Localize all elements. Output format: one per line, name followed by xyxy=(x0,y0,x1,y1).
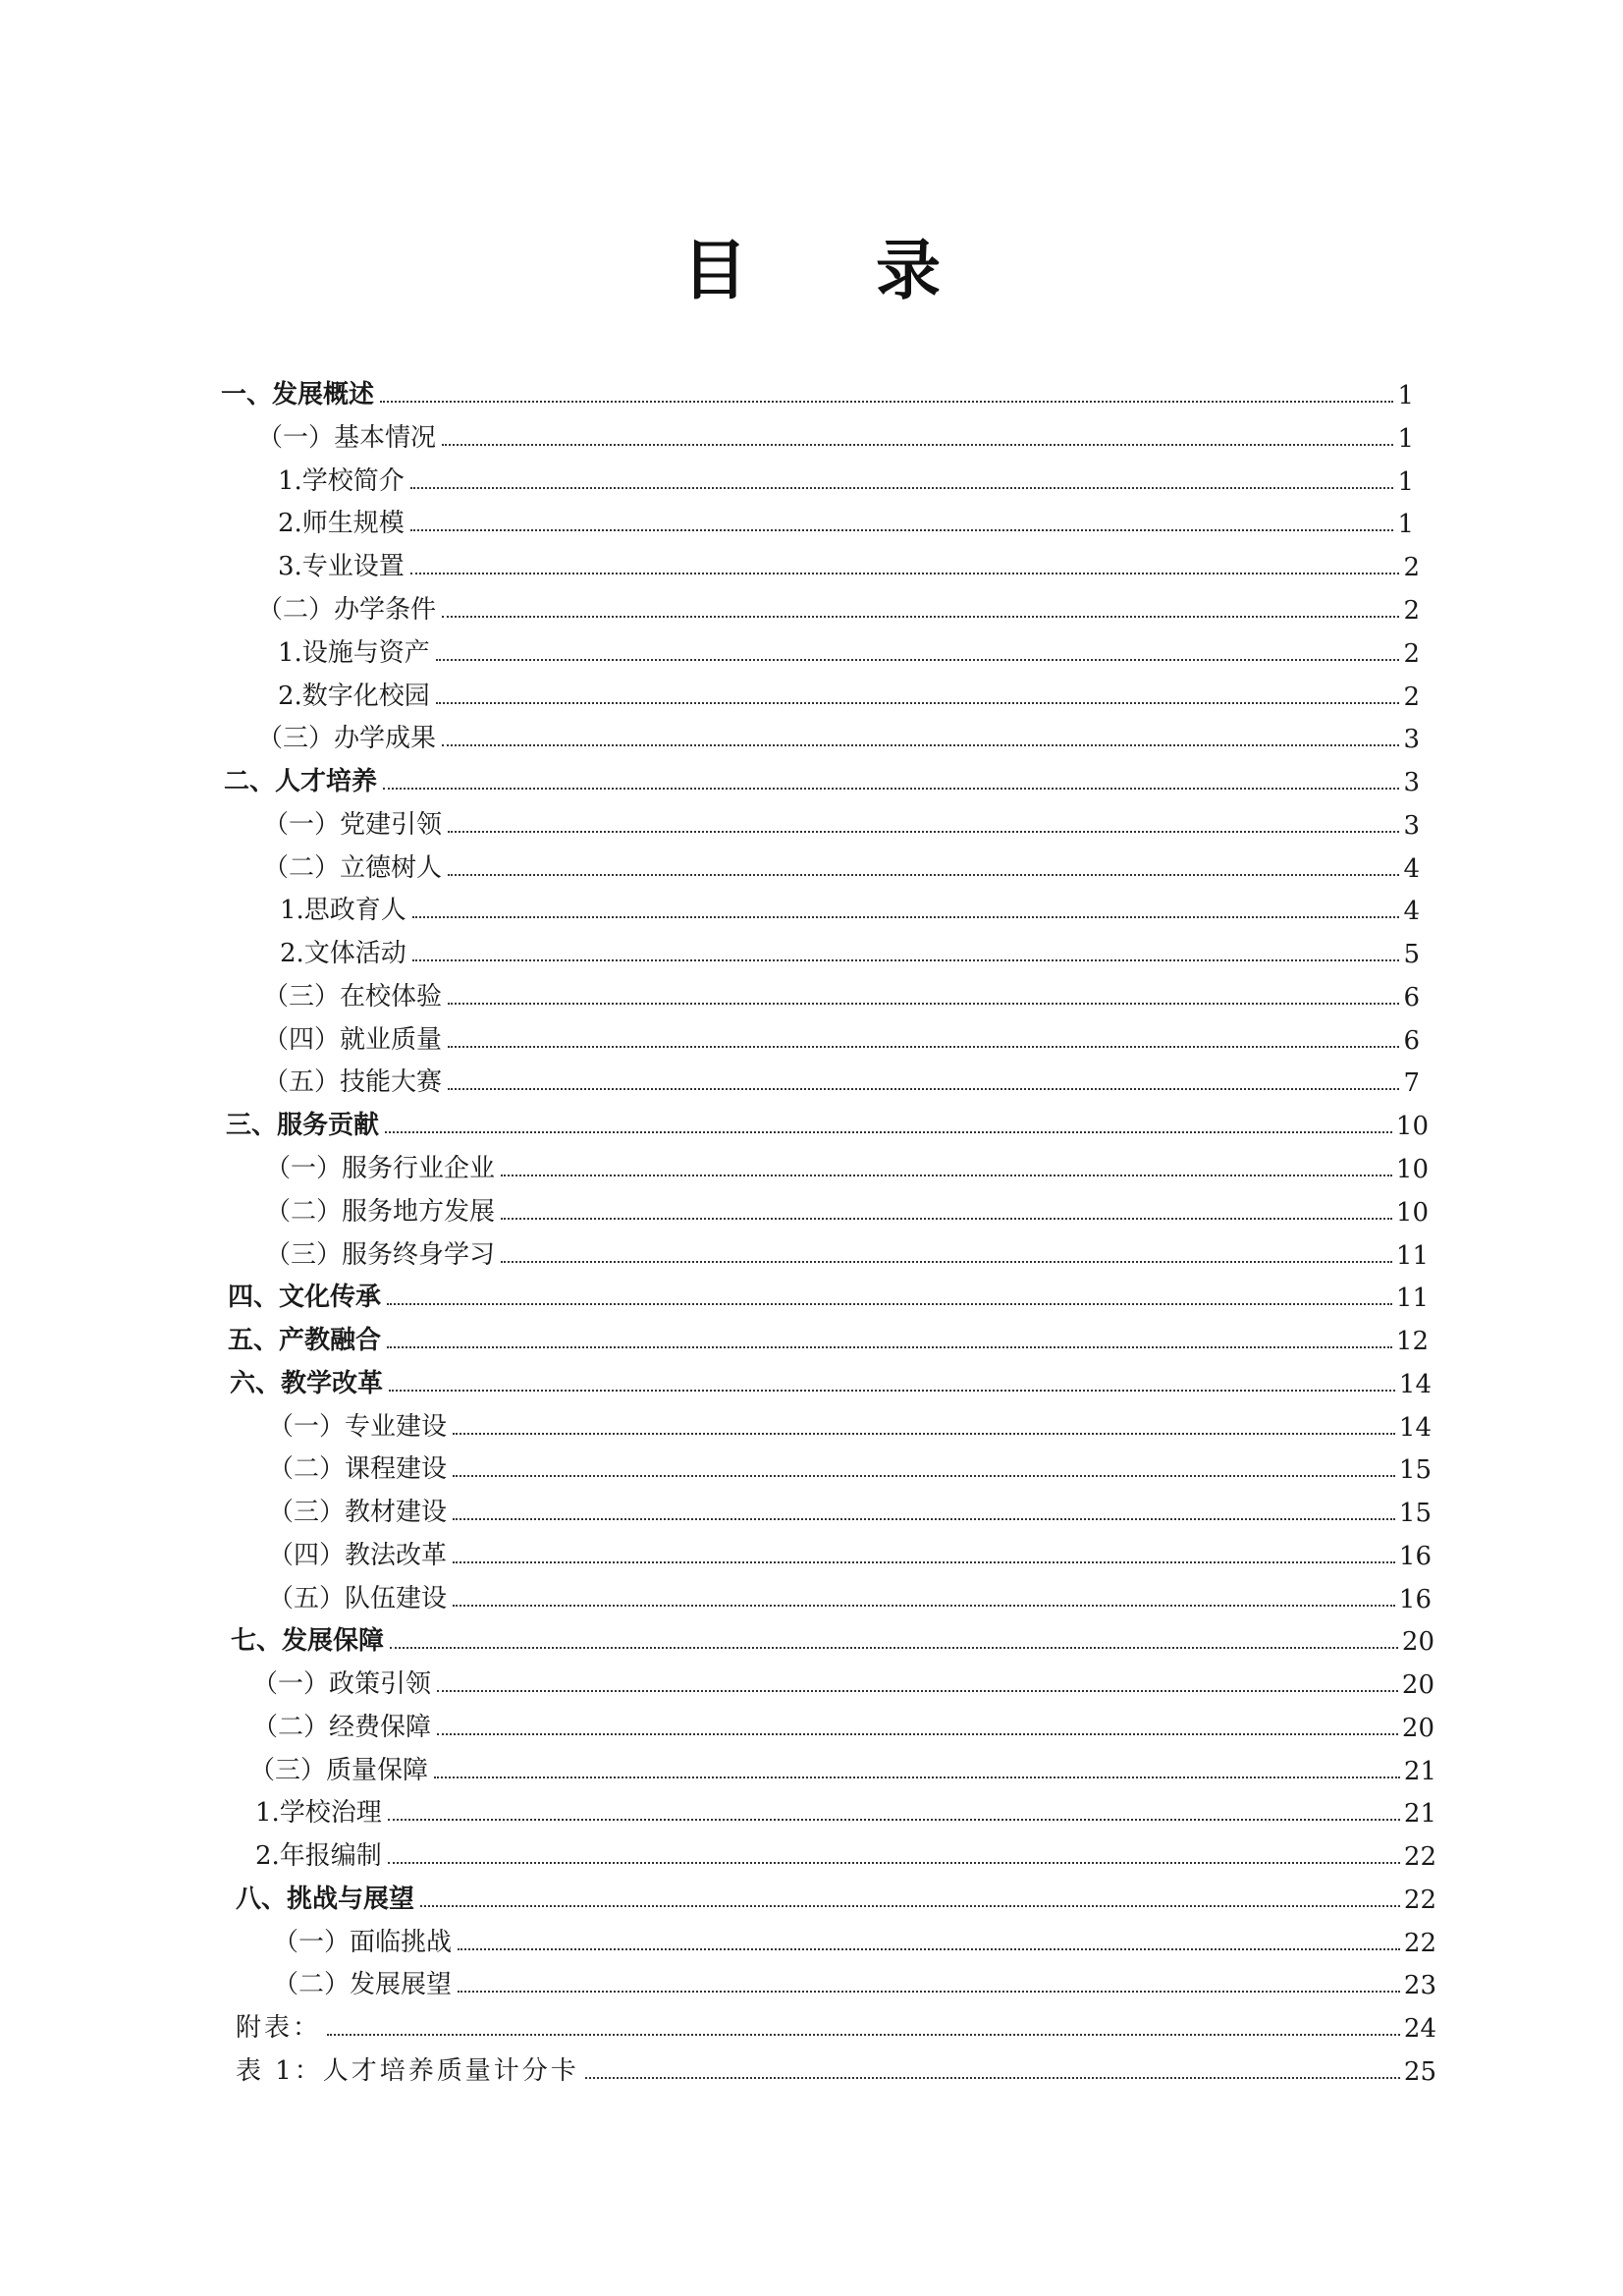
toc-page-number: 14 xyxy=(1398,1413,1432,1443)
toc-page-number: 20 xyxy=(1401,1627,1434,1657)
toc-entry[interactable] xyxy=(255,1789,1436,1829)
dot-leader xyxy=(383,788,1399,790)
toc-page-number: 23 xyxy=(1403,1971,1436,2000)
dot-leader xyxy=(410,529,1394,531)
toc-entry[interactable] xyxy=(263,1059,1420,1098)
dot-leader xyxy=(436,659,1400,661)
dot-leader xyxy=(458,1991,1400,1993)
toc-entry[interactable] xyxy=(265,1145,1429,1184)
dot-leader xyxy=(448,831,1399,833)
toc-entry-label: 2.文体活动 xyxy=(280,939,406,968)
toc-page-number: 3 xyxy=(1403,768,1420,797)
toc-entry[interactable] xyxy=(278,543,1420,582)
dot-leader xyxy=(390,1647,1398,1649)
toc-entry-label: 六、教学改革 xyxy=(230,1369,384,1398)
toc-entry-label: 表 1：人才培养质量计分卡 xyxy=(236,2056,579,2086)
toc-page-number: 1 xyxy=(1397,510,1414,539)
dot-leader xyxy=(448,1003,1399,1005)
toc-entry-label: 2.年报编制 xyxy=(255,1841,382,1871)
toc-entry-label: （三）服务终身学习 xyxy=(265,1240,496,1270)
toc-entry[interactable] xyxy=(278,458,1414,497)
toc-page-number: 10 xyxy=(1395,1198,1429,1228)
toc-page-number: 2 xyxy=(1403,553,1420,582)
toc-page-number: 24 xyxy=(1403,2014,1436,2044)
toc-entry[interactable] xyxy=(268,1446,1432,1485)
toc-entry[interactable] xyxy=(278,629,1420,669)
dot-leader xyxy=(448,874,1399,876)
toc-page-number: 22 xyxy=(1403,1929,1436,1958)
toc-entry-label: 3.专业设置 xyxy=(278,552,405,581)
toc-page-number: 20 xyxy=(1401,1670,1434,1700)
toc-entry-label: 1.设施与资产 xyxy=(278,638,430,668)
toc-entry-label: 二、人才培养 xyxy=(224,767,378,796)
dot-leader xyxy=(501,1218,1392,1220)
dot-leader xyxy=(412,916,1400,918)
toc-page-number: 7 xyxy=(1403,1068,1420,1098)
toc-entry-label: 2.数字化校园 xyxy=(278,682,430,711)
dot-leader xyxy=(442,616,1399,618)
toc-page-number: 1 xyxy=(1397,467,1414,497)
dot-leader xyxy=(410,573,1400,574)
toc-page-number: 12 xyxy=(1395,1327,1429,1356)
toc-entry[interactable] xyxy=(278,673,1420,712)
page-title: 目 录 xyxy=(682,233,994,308)
toc-entry-label: （二）课程建设 xyxy=(268,1454,448,1484)
toc-entry-label: （三）质量保障 xyxy=(249,1756,429,1785)
toc-entry[interactable] xyxy=(224,758,1420,797)
toc-entry[interactable] xyxy=(257,414,1414,454)
toc-entry[interactable] xyxy=(280,930,1420,969)
toc-entry-label: 五、产教融合 xyxy=(228,1326,382,1355)
toc-entry[interactable] xyxy=(226,1102,1429,1141)
toc-page-number: 16 xyxy=(1398,1585,1432,1614)
toc-page-number: 10 xyxy=(1395,1155,1429,1184)
toc-entry[interactable] xyxy=(231,1617,1434,1657)
toc-entry[interactable] xyxy=(228,1274,1429,1313)
toc-entry-label: （一）政策引领 xyxy=(252,1669,432,1699)
dot-leader xyxy=(442,444,1393,446)
toc-entry[interactable] xyxy=(263,973,1420,1012)
toc-page-number: 10 xyxy=(1395,1112,1429,1141)
toc-entry[interactable] xyxy=(265,1188,1429,1228)
toc-entry[interactable] xyxy=(268,1532,1432,1571)
toc-entry-label: 四、文化传承 xyxy=(228,1283,382,1312)
dot-leader xyxy=(453,1605,1395,1607)
toc-entry-label: （一）服务行业企业 xyxy=(265,1154,496,1183)
toc-entry-label: 1.学校简介 xyxy=(278,466,405,496)
toc-entry[interactable] xyxy=(263,1016,1420,1056)
toc-page-number: 11 xyxy=(1395,1284,1429,1313)
dot-leader xyxy=(387,1346,1392,1348)
toc-page-number: 1 xyxy=(1397,424,1414,454)
dot-leader xyxy=(380,401,1393,403)
toc-page-number: 2 xyxy=(1403,596,1420,626)
dot-leader xyxy=(453,1475,1395,1477)
toc-entry[interactable] xyxy=(236,1876,1436,1915)
toc-page-number: 15 xyxy=(1398,1499,1432,1528)
dot-leader xyxy=(385,1131,1392,1133)
toc-page-number: 22 xyxy=(1403,1842,1436,1872)
toc-entry[interactable] xyxy=(252,1704,1434,1743)
toc-entry-label: （一）专业建设 xyxy=(268,1412,448,1442)
dot-leader xyxy=(420,1905,1400,1907)
dot-leader xyxy=(442,744,1399,746)
toc-entry-label: （一）面临挑战 xyxy=(273,1928,453,1957)
dot-leader xyxy=(434,1777,1400,1778)
toc-entry-label: （五）技能大赛 xyxy=(263,1067,443,1097)
toc-entry[interactable] xyxy=(268,1403,1432,1443)
toc-entry-label: （三）办学成果 xyxy=(257,724,437,753)
dot-leader xyxy=(453,1561,1395,1563)
toc-entry-label: （一）党建引领 xyxy=(263,810,443,840)
toc-entry[interactable] xyxy=(257,715,1420,754)
toc-entry[interactable] xyxy=(273,1919,1436,1958)
toc-entry[interactable] xyxy=(230,1360,1432,1399)
toc-page-number: 21 xyxy=(1403,1757,1436,1786)
toc-page-number: 11 xyxy=(1395,1241,1429,1271)
toc-entry-label: 三、服务贡献 xyxy=(226,1111,380,1140)
toc-page-number: 15 xyxy=(1398,1455,1432,1485)
toc-entry-label: （四）就业质量 xyxy=(263,1025,443,1055)
toc-entry[interactable] xyxy=(263,845,1420,884)
dot-leader xyxy=(436,702,1400,704)
toc-entry[interactable] xyxy=(249,1747,1436,1786)
dot-leader xyxy=(410,487,1394,489)
dot-leader xyxy=(448,1088,1399,1090)
toc-entry[interactable] xyxy=(268,1575,1432,1614)
toc-entry-label: 1.思政育人 xyxy=(280,896,406,925)
toc-entry-label: （二）立德树人 xyxy=(263,853,443,883)
dot-leader xyxy=(453,1518,1395,1520)
toc-entry-label: （四）教法改革 xyxy=(268,1541,448,1570)
toc-page-number: 4 xyxy=(1403,897,1420,926)
toc-page-number: 16 xyxy=(1398,1542,1432,1571)
dot-leader xyxy=(501,1175,1392,1176)
toc-entry-label: （三）在校体验 xyxy=(263,982,443,1011)
toc-page-number: 6 xyxy=(1403,1026,1420,1056)
toc-page-number: 3 xyxy=(1403,725,1420,754)
toc-entry[interactable] xyxy=(252,1661,1434,1700)
toc-entry-label: 附表： xyxy=(236,2013,322,2043)
dot-leader xyxy=(453,1433,1395,1435)
toc-page-number: 6 xyxy=(1403,983,1420,1012)
dot-leader xyxy=(458,1948,1400,1950)
toc-page-number: 25 xyxy=(1403,2057,1436,2087)
dot-leader xyxy=(388,1819,1400,1821)
toc-entry[interactable] xyxy=(265,1231,1429,1271)
toc-entry-label: （二）发展展望 xyxy=(273,1970,453,1999)
toc-entry-label: （一）基本情况 xyxy=(257,423,437,453)
toc-page-number: 4 xyxy=(1403,854,1420,884)
dot-leader xyxy=(388,1862,1400,1864)
toc-entry[interactable] xyxy=(228,1317,1429,1356)
toc-entry[interactable] xyxy=(221,371,1414,410)
toc-entry-label: 1.学校治理 xyxy=(255,1798,382,1828)
dot-leader xyxy=(389,1390,1395,1392)
dot-leader xyxy=(327,2034,1400,2036)
dot-leader xyxy=(437,1733,1398,1735)
toc-entry[interactable] xyxy=(280,887,1420,926)
toc-page-number: 5 xyxy=(1403,940,1420,969)
toc-entry-label: （三）教材建设 xyxy=(268,1498,448,1527)
dot-leader xyxy=(437,1690,1398,1692)
toc-entry[interactable] xyxy=(255,1832,1436,1872)
toc-page-number: 3 xyxy=(1403,811,1420,841)
toc-page-number: 2 xyxy=(1403,639,1420,669)
toc-entry-label: （二）服务地方发展 xyxy=(265,1197,496,1227)
toc-page-number: 21 xyxy=(1403,1799,1436,1829)
toc-page-number: 20 xyxy=(1401,1714,1434,1743)
toc-entry[interactable] xyxy=(263,801,1420,841)
toc-entry[interactable] xyxy=(278,500,1414,539)
toc-entry[interactable] xyxy=(268,1489,1432,1528)
toc-entry[interactable] xyxy=(273,1961,1436,2000)
toc-page-number: 22 xyxy=(1403,1886,1436,1915)
toc-page-number: 14 xyxy=(1398,1370,1432,1399)
toc-entry[interactable] xyxy=(236,2048,1436,2087)
toc-entry-label: （二）经费保障 xyxy=(252,1713,432,1742)
dot-leader xyxy=(501,1261,1392,1263)
dot-leader xyxy=(412,959,1400,961)
dot-leader xyxy=(448,1046,1399,1048)
toc-entry-label: 七、发展保障 xyxy=(231,1626,385,1656)
dot-leader xyxy=(387,1303,1392,1305)
toc-entry[interactable] xyxy=(236,2004,1436,2044)
toc-page-number: 1 xyxy=(1397,381,1414,410)
toc-entry-label: 八、挑战与展望 xyxy=(236,1885,415,1914)
toc-entry-label: （五）队伍建设 xyxy=(268,1584,448,1613)
dot-leader xyxy=(585,2077,1400,2079)
toc-entry-label: 2.师生规模 xyxy=(278,509,405,538)
toc-page-number: 2 xyxy=(1403,683,1420,712)
toc-entry-label: （二）办学条件 xyxy=(257,595,437,625)
toc-entry[interactable] xyxy=(257,586,1420,626)
toc-entry-label: 一、发展概述 xyxy=(221,380,375,410)
